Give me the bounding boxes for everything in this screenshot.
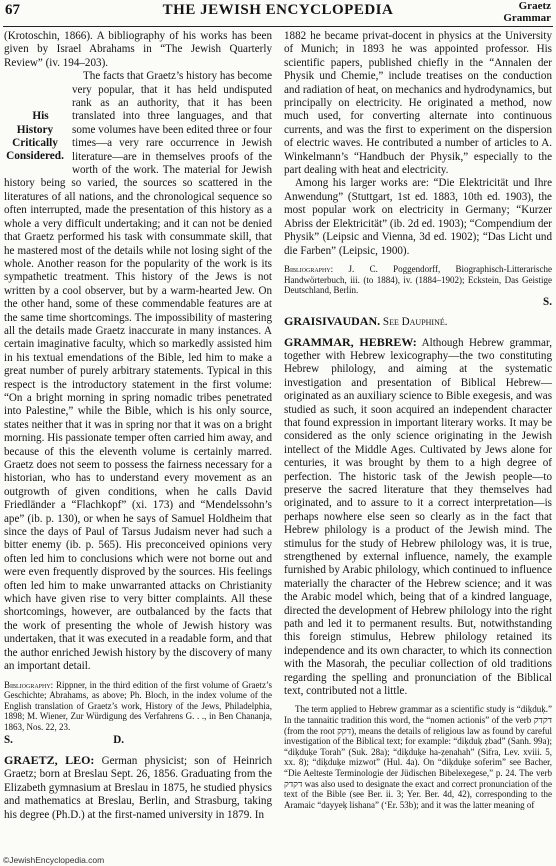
signature: S. [543, 295, 552, 308]
bibliography [284, 264, 552, 296]
side-heading-line: His [32, 110, 49, 123]
entry-title: GRAISIVAUDAN. [284, 314, 381, 329]
signature: S. [4, 734, 13, 747]
paragraph: (Krotoschin, 1866). A bibliography of his works has been given by Israel Abrahams in “The Jewish Quarterly Review” (iv. 194–203). [4, 30, 272, 69]
signature: D. [113, 734, 124, 747]
left-column [4, 30, 272, 822]
footnote-text: The term applied to Hebrew grammar as a scientific study is “diḳduḳ.” In the tannaitic tradition this word, the “nomen actionis” of the verb דקדק (from the root דקק), means the details of religious law as found by careful investigation of the Biblical text; for example: “diḳduḳ ẓbad” (Sanh. 99a); “diḳduḳe Torah” (Suk. 28a); “diḳduḳe ha-ẓenahah” (Sifra, Lev. xviii. 5, xx. 8); “diḳduḳe mizwot” (Hul. 4a). On “diḳduḳe soferim” see Bacher, “Die Aelteste Terminologie der Jüdischen Bibelexegese,” p. 24. The verb דקדק was also used to designate the exact and correct pronunciation of the text of the Bible (see Ber. ii. 3; Yer. Ber. 4d, 42), corresponding to the Aramaic “dayyeḳ lishana” (‘Er. 53b); and it was the latter meaning of [284, 704, 553, 810]
keyword-top: Graetz [518, 0, 551, 12]
bibliography [4, 680, 272, 733]
page-header [3, 0, 553, 27]
paragraph: Among his larger works are: “Die Elektricität und Ihre Anwendung” (Stuttgart, 1st ed. 1883, 10th ed. 1903), the most popular work on electricity in Germany; “Kurzer Abriss der Elektricität” (ib. 2d ed. 1903); “Compendium der Physik” (Leipsic and Vienna, 3d ed. 1902); “Das Licht und die Farben” (Leipsic, 1900). [284, 177, 552, 257]
side-heading-line: Critically [12, 137, 58, 150]
bibliography-label: Bibliography: [4, 679, 54, 690]
signature-line [284, 296, 552, 309]
entry [4, 754, 272, 822]
keyword-bottom: Grammar [503, 12, 551, 24]
bibliography-text: Rippner, in the third edition of the first volume of Graetz’s Geschichte; Abrahams, as above; Ph. Bloch, in the index volume of the English translation of Graetz’s work, History of the Jews, Philadelphia, 1898; M. Wiener, Zur Würdigung des Verfahrens G. . ., in Ben Chananja, 1863, Nos. 22, 23. [4, 679, 273, 732]
cross-reference: See Dauphiné. [382, 316, 448, 329]
entry-title: GRAETZ, LEO: [4, 752, 95, 767]
paragraph-text: The facts that Graetz’s history has become very popular, that it has held undisputed rank as an authority, that it has been translated into three languages, and that some volumes have been edited three or four times—a very rare occurrence in Jewish literature—are in themselves proofs of the worth of the work. The material for Jewish history being so varied, the sources so scattered in the literatures of all nations, and the chronological sequence so often interrupted, made the presentation of this history as a whole a very difficult undertaking; and it can not be denied that Graetz performed his task with consummate skill, that he mastered most of the details while not losing sight of the whole. Another reason for the popularity of the work is its sympathetic treatment. This history of the Jews is not written by a cool observer, but by a warm-hearted Jew. On the other hand, some of these commendable features are at the same time shortcomings. The impossibility of mastering all the details made Graetz inaccurate in many instances. A certain imaginative faculty, which so markedly assisted him in his textual emendations of the Bible, led him to make a great number of purely arbitrary statements. Typical in this respect is the introductory statement in the first volume: “On a bright morning in spring nomadic tribes penetrated into Palestine,” while the Bible, which is his only source, states neither that it was in spring nor that it was on a bright morning. His passionate temper often carried him away, and because of this the eleventh volume is certainly marred. Graetz does not seem to possess the fairness necessary for a historian, who has to understand every movement as an outgrowth of given conditions, when he calls David Friedländer a “Flachkopf” (xi. 173) and “Mendelssohn’s ape” (ib. p. 130), or when he says of Samuel Holdheim that since the days of Paul of Tarsus Judaism never had such a bitter enemy (ib. p. 565). His preconceived opinions very often led him to conclusions which were not borne out and were even frequently disproved by the sources. His feelings often led him to make unwarranted attacks on Christianity which have given rise to very bitter complaints. All these shortcomings, however, are outbalanced by the facts that the work of presenting the whole of Jewish history was undertaken, that it was executed in a readable form, and that the author enriched Jewish history by the discovery of many an important detail. [4, 70, 272, 673]
watermark: ©JewishEncyclopedia.com [3, 855, 105, 865]
entry-title: GRAMMAR, HEBREW: [284, 334, 417, 349]
running-title: THE JEWISH ENCYCLOPEDIA [162, 2, 394, 18]
entry [284, 315, 552, 329]
paragraph [4, 70, 272, 673]
paragraph: 1882 he became privat-docent in physics at the University of Munich; in 1893 he was appointed professor. His scientific papers, published chiefly in the “Annalen der Physik und Chemie,” include treatises on the conduction and radiation of heat, on mechanics and hydrodynamics, but principally on electricity. He originated a method, now much used, for converting alternate into continuous currents, and was the first to experiment on the dispersion of electric waves. He contributed a number of articles to A. Winkelmann’s “Handbuch der Physik,” especially to the part dealing with heat and electricity. [284, 30, 552, 177]
entry [284, 336, 552, 699]
right-column [284, 30, 552, 810]
side-heading-line: Considered. [6, 150, 64, 163]
keyword-range [503, 0, 551, 24]
entry-text: Although Hebrew grammar, together with Hebrew lexicography—the two constituting Hebrew philology, and aiming at the systematic investigation and presentation of Biblical Hebrew—originated as an auxiliary science to Bible exegesis, and was studied as such, it soon acquired an independent character that found expression in important literary works. It may be considered as the only science originating in the Jewish intellect of the Middle Ages. Cultivated by Jews alone for centuries, it was brought by them to a high degree of perfection. The historic task of the Jewish people—to preserve the sacred literature that they themselves had originated, and to assure to it a correct interpretation—is perhaps nowhere else seen so clearly as in the fact that Hebrew philology is a product of the Jewish mind. The stimulus for the study of Hebrew philology was, it is true, strengthened by external influence, namely, the example furnished by Arabic philology, which continued to influence materially the character of the Hebrew science; and it was the Arabic model which, being that of a kindred language, directed the development of Hebrew philology into the right path and led it to permanent results. But, notwithstanding this foreign stimulus, Hebrew philology retained its independence and its own character, to which its connection with the Masorah, the peculiar collection of old traditions regarding the spelling and pronunciation of the Biblical text, contributed not a little. [284, 336, 553, 698]
side-heading [4, 110, 66, 164]
bibliography-text: J. C. Poggendorff, Biographisch-Litterarische Handwörterbuch, iii. (to 1884), iv. (1884–1902); Eckstein, Das Geistige Deutschland, Berlin. [284, 263, 552, 296]
entry-text: German physicist; son of Heinrich Graetz; born at Breslau Sept. 26, 1856. Graduating from the Elizabeth gymnasium at Breslau in 1875, he studied physics and mathematics at Breslau, Berlin, and Strasburg, taking his degree (Ph.D.) at the first-named university in 1879. In [4, 754, 272, 821]
bibliography-label: Bibliography: [284, 263, 334, 274]
side-heading-line: History [16, 123, 54, 136]
page-number: 67 [5, 2, 20, 18]
signature-line [4, 734, 124, 747]
